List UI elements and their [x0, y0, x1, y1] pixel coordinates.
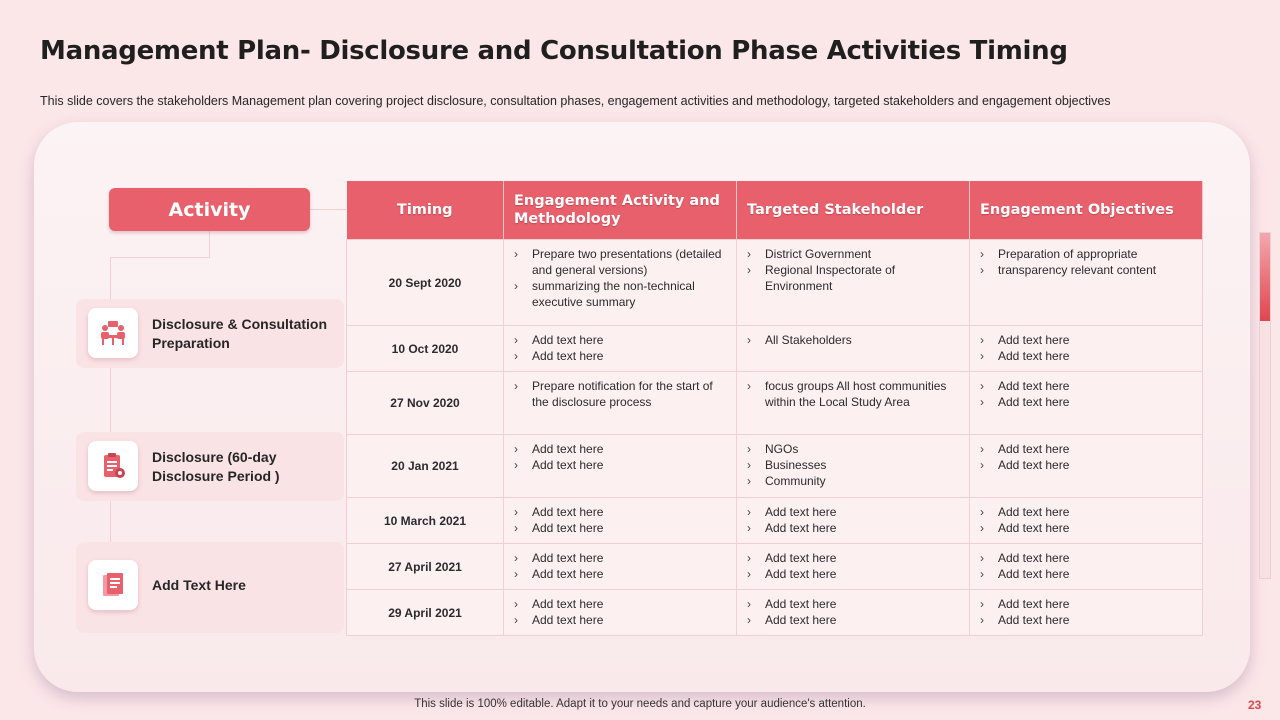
- bullet-item: › Add text here: [512, 520, 728, 536]
- bullet-item: › Preparation of appropriate: [978, 246, 1194, 262]
- bullet-item: › Add text here: [978, 394, 1194, 410]
- objectives-cell: [970, 498, 1203, 544]
- plan-table: [346, 181, 1203, 636]
- timing-cell: 27 Nov 2020: [347, 372, 504, 435]
- table-row: [347, 372, 1203, 435]
- connector-line: [310, 209, 346, 210]
- bullet-item: › Add text here: [978, 550, 1194, 566]
- bullet-item: › Add text here: [978, 612, 1194, 628]
- bullet-item: › District Government: [745, 246, 961, 262]
- activity-label: Disclosure & Consultation Preparation: [152, 316, 328, 351]
- activity-header: Activity: [109, 188, 310, 231]
- bullet-item: › Add text here: [512, 612, 728, 628]
- bullet-item: › Regional Inspectorate of Environment: [745, 262, 961, 294]
- bullet-item: › Add text here: [512, 550, 728, 566]
- column-header-timing: Timing: [347, 181, 504, 240]
- bullet-item: › Add text here: [745, 596, 961, 612]
- bullet-item: › Add text here: [512, 596, 728, 612]
- objectives-cell: [970, 544, 1203, 590]
- activity-cell: [504, 590, 737, 636]
- bullet-item: › Add text here: [978, 596, 1194, 612]
- activity-cell: [504, 372, 737, 435]
- table-row: [347, 590, 1203, 636]
- bullet-item: › Add text here: [512, 348, 728, 364]
- slide-subtitle: This slide covers the stakeholders Management plan covering project disclosure, consultation phases, engagement activities and methodology, targeted stakeholders and engagement objectives: [40, 94, 1111, 108]
- bullet-item: › Add text here: [512, 457, 728, 473]
- objectives-cell: [970, 590, 1203, 636]
- stakeholder-cell: [737, 590, 970, 636]
- bullet-item: › Add text here: [512, 441, 728, 457]
- activity-card: [76, 432, 344, 501]
- column-header-stakeholder: Targeted Stakeholder: [737, 181, 970, 240]
- activity-cell: [504, 326, 737, 372]
- bullet-item: › Add text here: [978, 348, 1194, 364]
- stakeholder-cell: [737, 326, 970, 372]
- documents-icon: [88, 560, 138, 610]
- footer-note: This slide is 100% editable. Adapt it to your needs and capture your audience's attention.: [414, 698, 866, 710]
- activity-cell: [504, 435, 737, 498]
- bullet-item: › Add text here: [978, 520, 1194, 536]
- activity-label: Disclosure (60-day Disclosure Period ): [152, 449, 280, 484]
- timing-cell: 27 April 2021: [347, 544, 504, 590]
- timing-cell: 10 Oct 2020: [347, 326, 504, 372]
- stakeholder-cell: [737, 498, 970, 544]
- activity-card: [76, 542, 344, 633]
- page-number: 23: [1248, 698, 1262, 712]
- table-row: [347, 435, 1203, 498]
- meeting-icon: [88, 308, 138, 358]
- stakeholder-cell: [737, 544, 970, 590]
- column-header-activity: Engagement Activity and Methodology: [504, 181, 737, 240]
- bullet-item: › summarizing the non-technical executive summary: [512, 278, 728, 310]
- activity-cell: [504, 240, 737, 326]
- activity-label: Add Text Here: [152, 577, 246, 593]
- objectives-cell: [970, 435, 1203, 498]
- bullet-item: › focus groups All host communities within the Local Study Area: [745, 378, 961, 410]
- bullet-item: › NGOs: [745, 441, 961, 457]
- table-row: [347, 240, 1203, 326]
- bullet-item: › Add text here: [512, 504, 728, 520]
- activity-cell: [504, 498, 737, 544]
- bullet-item: › Add text here: [745, 550, 961, 566]
- connector-line: [209, 231, 210, 258]
- bullet-item: › Community: [745, 473, 961, 489]
- bullet-item: › Add text here: [978, 566, 1194, 582]
- clipboard-icon: [88, 441, 138, 491]
- bullet-item: › All Stakeholders: [745, 332, 961, 348]
- decorative-side-bar: [1259, 232, 1271, 579]
- bullet-item: › Add text here: [512, 566, 728, 582]
- bullet-item: › Businesses: [745, 457, 961, 473]
- bullet-item: › Prepare two presentations (detailed and general versions): [512, 246, 728, 278]
- table-row: [347, 498, 1203, 544]
- bullet-item: › Add text here: [978, 457, 1194, 473]
- stakeholder-cell: [737, 240, 970, 326]
- objectives-cell: [970, 326, 1203, 372]
- table-header-row: [347, 181, 1203, 240]
- timing-cell: 20 Sept 2020: [347, 240, 504, 326]
- stakeholder-cell: [737, 435, 970, 498]
- bullet-item: › Add text here: [978, 504, 1194, 520]
- activity-cell: [504, 544, 737, 590]
- bullet-item: › Add text here: [512, 332, 728, 348]
- bullet-item: › Add text here: [745, 504, 961, 520]
- bullet-item: › Prepare notification for the start of the disclosure process: [512, 378, 728, 410]
- stakeholder-cell: [737, 372, 970, 435]
- objectives-cell: [970, 240, 1203, 326]
- column-header-objectives: Engagement Objectives: [970, 181, 1203, 240]
- activity-card: [76, 299, 344, 368]
- timing-cell: 20 Jan 2021: [347, 435, 504, 498]
- timing-cell: 10 March 2021: [347, 498, 504, 544]
- connector-line: [110, 257, 210, 258]
- bullet-item: › Add text here: [978, 378, 1194, 394]
- timing-cell: 29 April 2021: [347, 590, 504, 636]
- bullet-item: › Add text here: [978, 332, 1194, 348]
- table-row: [347, 326, 1203, 372]
- bullet-item: › Add text here: [745, 612, 961, 628]
- table-row: [347, 544, 1203, 590]
- bullet-item: › Add text here: [978, 441, 1194, 457]
- slide-title: Management Plan- Disclosure and Consultation Phase Activities Timing: [40, 36, 1068, 66]
- bullet-item: › Add text here: [745, 566, 961, 582]
- bullet-item: › Add text here: [745, 520, 961, 536]
- bullet-item: › transparency relevant content: [978, 262, 1194, 278]
- objectives-cell: [970, 372, 1203, 435]
